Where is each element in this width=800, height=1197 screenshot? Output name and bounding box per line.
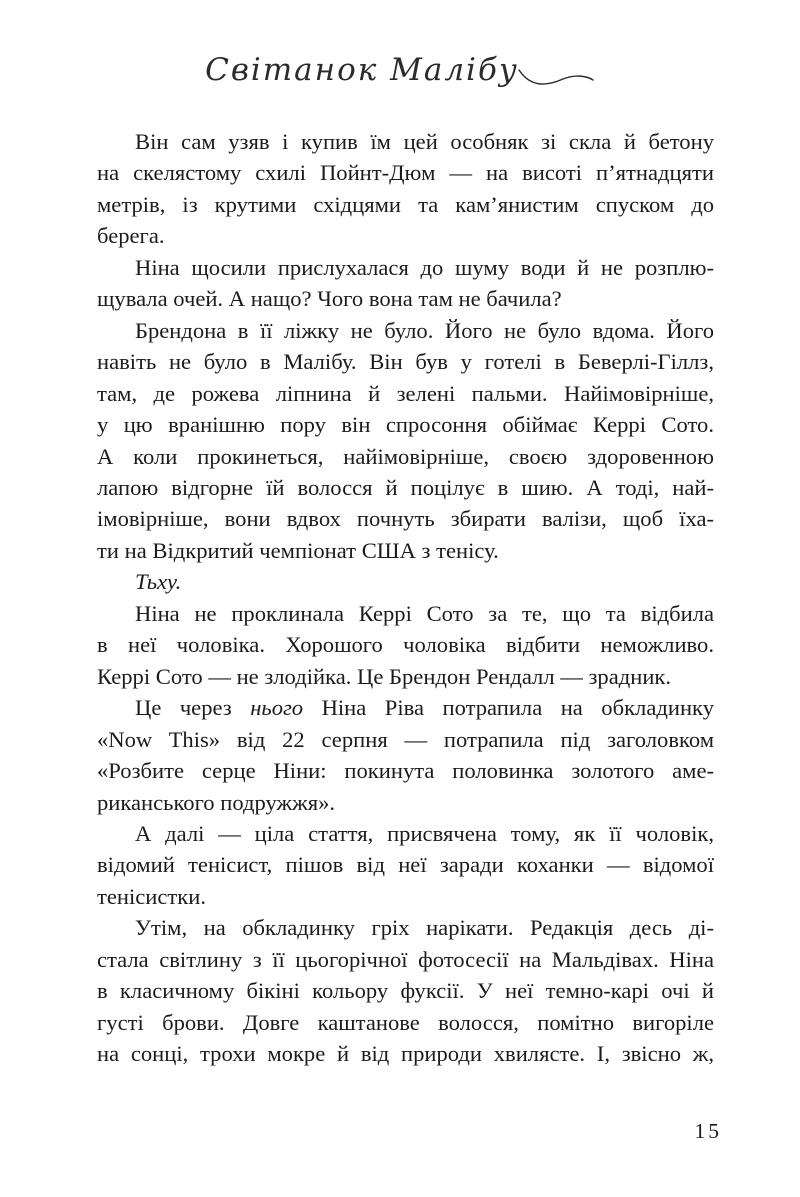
- paragraph: [97, 315, 714, 567]
- text-line: Тьху.: [135, 569, 182, 595]
- text-line: метрів, із крутими східцями та кам’янистим спуском до: [97, 191, 714, 217]
- paragraph: [97, 912, 714, 1069]
- page-number: 15: [694, 1119, 722, 1143]
- paragraph: [97, 252, 714, 315]
- text-line: Він сам узяв і купив їм цей особняк зі скла й бетону: [135, 129, 714, 154]
- text-line: «Now This» від 22 серпня — потрапила під заголовком: [97, 726, 714, 752]
- text-line: Утім, на обкладинку гріх нарікати. Редакція десь ді-: [135, 915, 714, 941]
- text-line: Керрі Сото — не злодійка. Це Брендон Рендалл — зрадник.: [97, 663, 672, 689]
- text-line: А далі — ціла стаття, присвячена тому, як її чоловік,: [135, 820, 714, 846]
- text-line: в класичному бікіні кольору фуксії. У неї темно-карі очі й: [97, 978, 714, 1004]
- text-line: ти на Відкритий чемпіонат США з тенісу.: [97, 537, 499, 563]
- running-head-title: Світанок Малібу: [205, 52, 519, 88]
- paragraph: [97, 598, 714, 692]
- text-line: риканського подружжя».: [97, 789, 336, 815]
- paragraph: [97, 692, 714, 818]
- text-line: імовірніше, вони вдвох почнуть збирати валізи, щоб їха-: [97, 506, 714, 532]
- swash-flourish-icon: [517, 66, 595, 92]
- paragraph: [97, 818, 714, 912]
- paragraph: [97, 126, 714, 252]
- text-line: А коли прокинеться, найімовірніше, своєю здоровенною: [97, 443, 714, 469]
- chapter-running-head: [0, 40, 800, 100]
- text-line: Це через нього Ніна Ріва потрапила на обкладинку: [135, 695, 714, 721]
- text-line: у цю вранішню пору він спросоння обіймає Керрі Сото.: [97, 412, 714, 438]
- paragraph: [97, 566, 714, 597]
- text-line: в неї чоловіка. Хорошого чоловіка відбити неможливо.: [97, 632, 714, 658]
- text-line: «Розбите серце Ніни: покинута половинка золотого аме-: [97, 758, 714, 784]
- text-line: тенісистки.: [97, 883, 207, 909]
- text-line: Ніна щосили прислухалася до шуму води й не розплю-: [135, 254, 714, 280]
- text-line: Ніна не проклинала Керрі Сото за те, що та відбила: [135, 600, 714, 626]
- text-line: лапою відгорне їй волосся й поцілує в шию. А тоді, най-: [97, 474, 714, 500]
- text-line: навіть не було в Малібу. Він був у готелі в Беверлі-Гіллз,: [97, 349, 714, 375]
- text-line: щувала очей. А нащо? Чого вона там не бачила?: [97, 286, 562, 312]
- text-line: берега.: [97, 223, 165, 249]
- text-line: на сонці, трохи мокре й від природи хвилясте. І, звісно ж,: [97, 1041, 714, 1067]
- text-line: Брендона в її ліжку не було. Його не було вдома. Його: [135, 317, 714, 343]
- text-line: відомий тенісист, пішов від неї заради коханки — відомої: [97, 852, 714, 878]
- text-line: стала світлину з її цьогорічної фотосесії на Мальдівах. Ніна: [97, 946, 714, 972]
- body-text: [97, 126, 714, 1070]
- text-line: густі брови. Довге каштанове волосся, помітно вигоріле: [97, 1009, 714, 1035]
- text-line: на скелястому схилі Пойнт-Дюм — на висоті п’ятнадцяти: [97, 160, 714, 186]
- text-line: там, де рожева ліпнина й зелені пальми. Найімовірніше,: [97, 380, 714, 406]
